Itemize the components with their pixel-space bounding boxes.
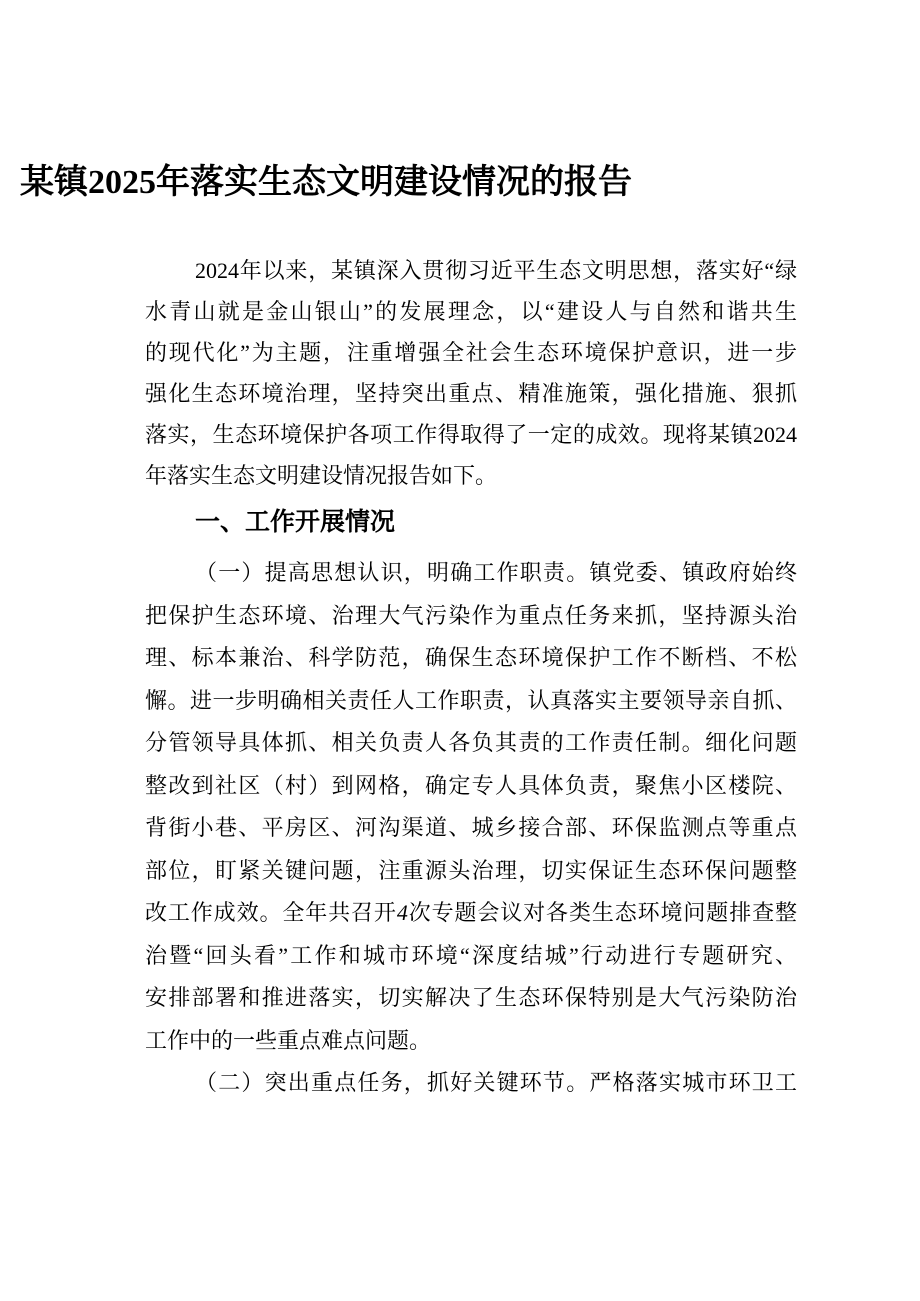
section-2-paragraph — [145, 1062, 797, 1105]
text-line: 安排部署和推进落实，切实解决了生态环保特别是大气污染防治 — [145, 985, 797, 1010]
section-heading-1: 一、工作开展情况 — [195, 508, 396, 536]
intro-paragraph — [145, 250, 797, 496]
text-line: 水青山就是金山银山”的发展理念，以“建设人与自然和谐共生 — [145, 299, 797, 324]
text-line: 工作中的一些重点难点问题。 — [145, 1027, 432, 1053]
text-line: 的现代化”为主题，注重增强全社会生态环境保护意识，进一步 — [145, 340, 797, 365]
document-title: 某镇2025年落实生态文明建设情况的报告 — [20, 164, 632, 201]
document-body — [145, 0, 797, 1105]
text-line: 2024年以来，某镇深入贯彻习近平生态文明思想，落实好“绿 — [195, 258, 797, 283]
text-line: 部位，盯紧关键问题，注重源头治理，切实保证生态环保问题整 — [145, 857, 797, 883]
text-line: 年落实生态文明建设情况报告如下。 — [145, 463, 498, 488]
text-line: 治暨“回头看”工作和城市环境“深度结城”行动进行专题研究、 — [145, 942, 797, 968]
text-line: 分管领导具体抓、相关负责人各负其责的工作责任制。细化问题 — [145, 730, 797, 755]
text-line: 强化生态环境治理，坚持突出重点、精准施策，强化措施、狠抓 — [145, 381, 797, 406]
text-line: 落实，生态环境保护各项工作得取得了一定的成效。现将某镇2024 — [145, 422, 797, 447]
text-line: （一）提高思想认识，明确工作职责。镇党委、镇政府始终 — [195, 560, 797, 585]
text-line: 懈。进一步明确相关责任人工作职责，认真落实主要领导亲自抓、 — [145, 687, 797, 713]
section-1-paragraph — [145, 552, 797, 1062]
italic-text-segment: 4 — [396, 900, 408, 925]
text-line: 背街小巷、平房区、河沟渠道、城乡接合部、环保监测点等重点 — [145, 815, 797, 840]
text-line — [145, 892, 797, 935]
text-line: 整改到社区（村）到网格，确定专人具体负责，聚焦小区楼院、 — [145, 772, 797, 798]
text-segment: 次专题会议对各类生态环境问题排查整 — [407, 900, 797, 925]
text-line: 理、标本兼治、科学防范，确保生态环境保护工作不断档、不松 — [145, 645, 797, 670]
text-line: （二）突出重点任务，抓好关键环节。严格落实城市环卫工 — [195, 1070, 797, 1095]
text-line: 把保护生态环境、治理大气污染作为重点任务来抓，坚持源头治 — [145, 602, 797, 628]
text-segment: 改工作成效。全年共召开 — [145, 900, 397, 925]
